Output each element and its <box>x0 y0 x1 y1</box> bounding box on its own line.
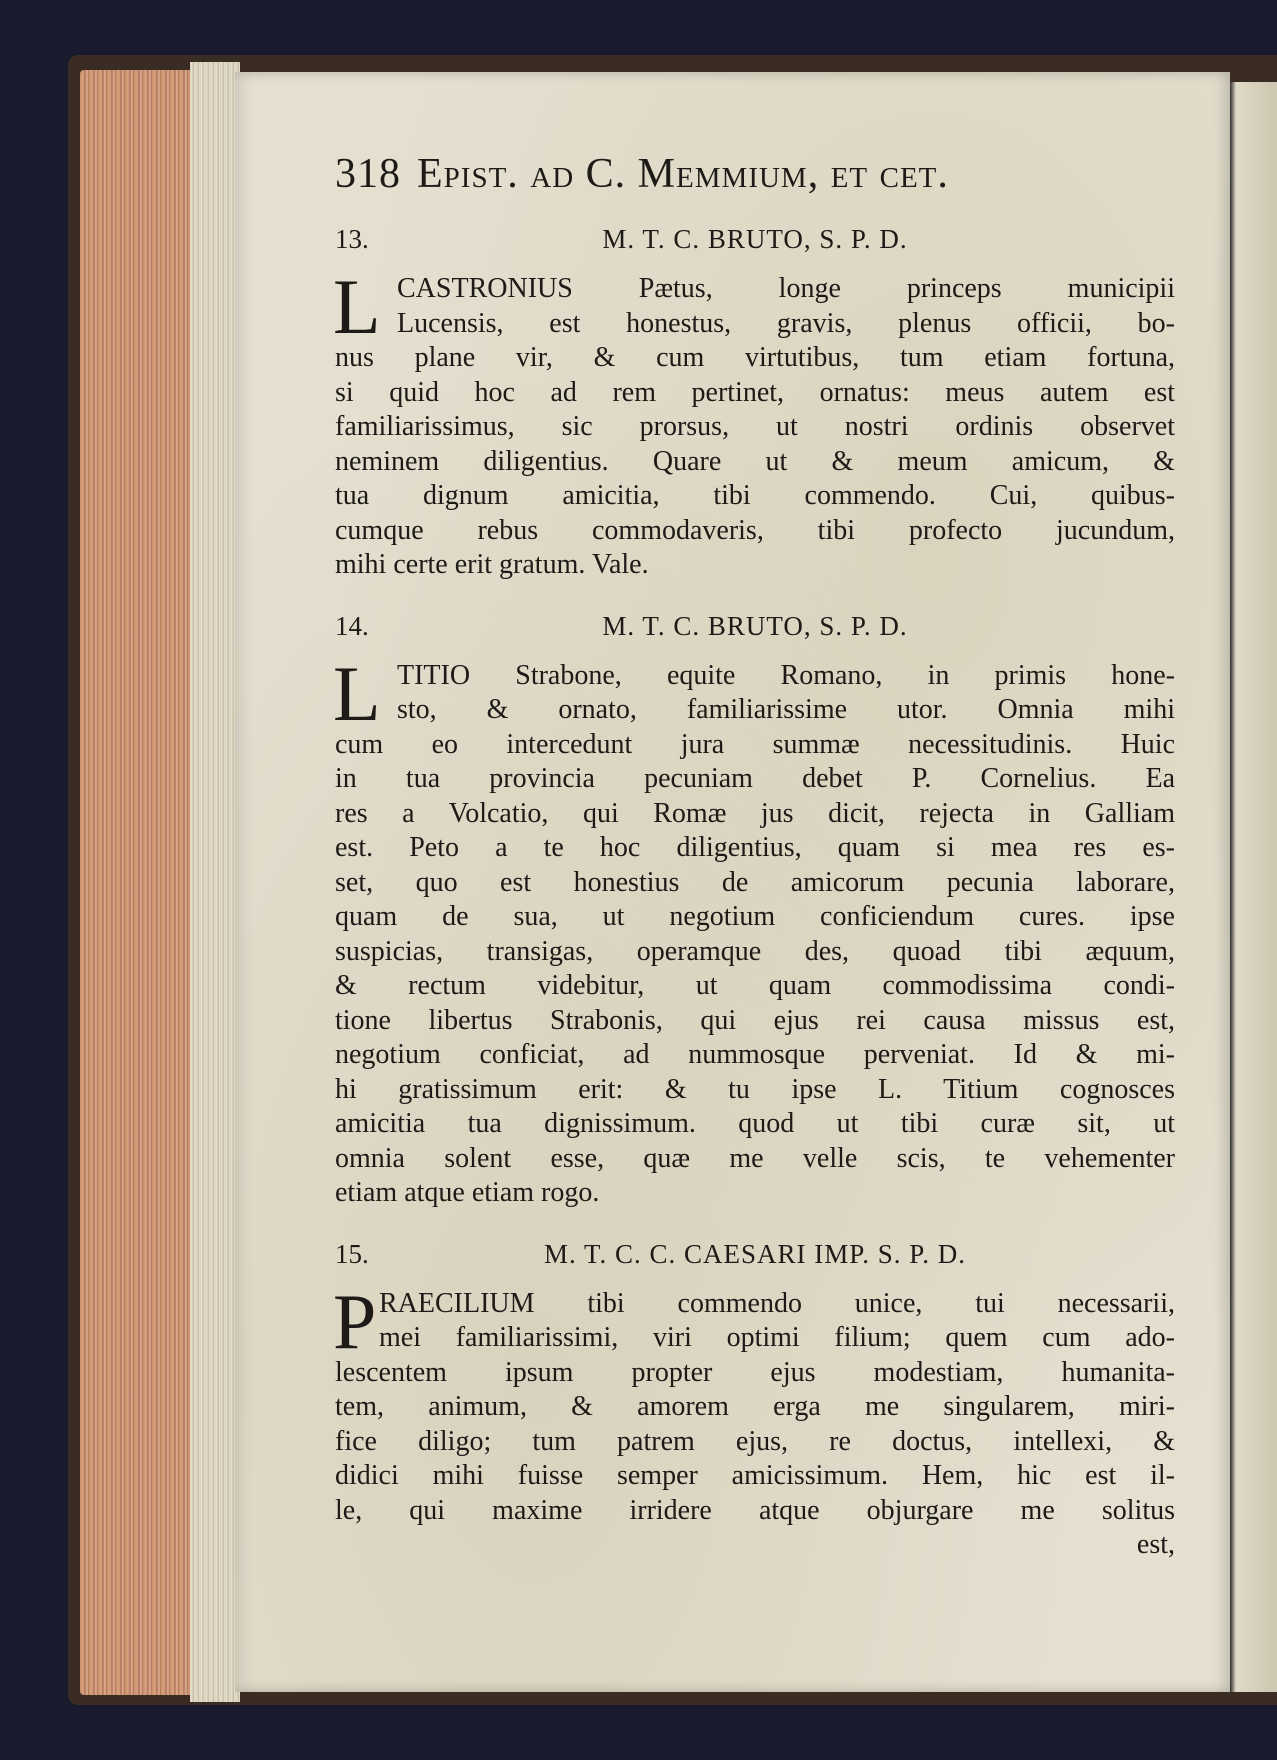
text-line: set, quo est honestius de amicorum pecunia laborare, <box>335 866 1175 898</box>
text-line: CASTRONIUS Pætus, longe princeps municipii <box>397 273 1175 304</box>
letter-15 <box>335 1239 1175 1563</box>
text-line: lescentem ipsum propter ejus modestiam, humanita- <box>335 1356 1175 1388</box>
page-text <box>335 150 1175 1591</box>
letter-address: M. T. C. BRUTO, S. P. D. <box>602 224 908 254</box>
text-line: res a Volcatio, qui Romæ jus dicit, rejecta in Galliam <box>335 797 1175 829</box>
text-line: fice diligo; tum patrem ejus, re doctus, intellexi, & <box>335 1425 1175 1457</box>
text-line: familiarissimus, sic prorsus, ut nostri ordinis observet <box>335 411 1175 442</box>
text-line: nus plane vir, & cum virtutibus, tum etiam fortuna, <box>335 342 1175 373</box>
running-title: Epist. ad C. Memmium, et cet. <box>417 151 949 197</box>
text-line: TITIO Strabone, equite Romano, in primis hone- <box>397 659 1175 691</box>
text-line: tua dignum amicitia, tibi commendo. Cui, quibus- <box>335 480 1175 511</box>
page-stack <box>190 62 240 1702</box>
letter-heading <box>335 224 1175 258</box>
letter-number: 15. <box>335 1238 369 1269</box>
text-line: amicitia tua dignissimum. quod ut tibi curæ sit, ut <box>335 1108 1175 1139</box>
text-line: in tua provincia pecuniam debet P. Cornelius. Ea <box>335 763 1175 794</box>
text-line: cum eo intercedunt jura summæ necessitudinis. Huic <box>335 728 1175 760</box>
text-line: neminem diligentius. Quare ut & meum amicum, & <box>335 445 1175 477</box>
text-line: hi gratissimum erit: & tu ipse L. Titium cognosces <box>335 1073 1175 1105</box>
text-line: didici mihi fuisse semper amicissimum. Hem, hic est il- <box>335 1460 1175 1491</box>
text-line: sto, & ornato, familiarissime utor. Omnia mihi <box>397 694 1175 725</box>
letter-body <box>333 649 1175 1211</box>
letter-address: M. T. C. BRUTO, S. P. D. <box>602 610 908 641</box>
text-line: Lucensis, est honestus, gravis, plenus officii, bo- <box>397 307 1175 339</box>
drop-cap: P <box>333 1277 377 1365</box>
text-line: si quid hoc ad rem pertinet, ornatus: meus autem est <box>335 376 1175 408</box>
text-line: est. Peto a te hoc diligentius, quam si mea res es- <box>335 832 1175 863</box>
text-line: RAECILIUM tibi commendo unice, tui necessarii, <box>379 1287 1175 1319</box>
drop-cap: L <box>333 263 381 350</box>
letter-body <box>333 263 1175 583</box>
text-line: quam de sua, ut negotium conficiendum cures. ipse <box>335 901 1175 932</box>
catchword: est, <box>1136 1529 1175 1560</box>
text-line: omnia solent esse, quæ me velle scis, te vehementer <box>335 1142 1175 1174</box>
page-number: 318 <box>335 151 401 197</box>
letter-address: M. T. C. C. CAESARI IMP. S. P. D. <box>543 1238 967 1269</box>
drop-cap: L <box>333 649 381 737</box>
letter-14 <box>335 611 1175 1211</box>
letter-number: 14. <box>335 610 369 641</box>
text-line: tione libertus Strabonis, qui ejus rei causa missus est, <box>335 1004 1175 1036</box>
facing-page-edge <box>1230 82 1277 1692</box>
text-line: cumque rebus commodaveris, tibi profecto jucundum, <box>335 514 1175 546</box>
text-line: & rectum videbitur, ut quam commodissima condi- <box>335 970 1175 1001</box>
text-line: tem, animum, & amorem erga me singularem, miri- <box>335 1391 1175 1422</box>
letter-heading <box>335 1239 1175 1273</box>
text-line: negotium conficiat, ad nummosque perveniat. Id & mi- <box>335 1039 1175 1070</box>
text-line: le, qui maxime irridere atque objurgare me solitus <box>335 1494 1175 1526</box>
running-head <box>335 150 1175 198</box>
text-line: mihi certe erit gratum. Vale. <box>335 549 649 580</box>
letter-number: 13. <box>335 224 369 254</box>
text-line: etiam atque etiam rogo. <box>335 1177 600 1208</box>
letter-13 <box>335 224 1175 583</box>
letter-body <box>333 1277 1175 1563</box>
letter-heading <box>335 611 1175 645</box>
text-line: suspicias, transigas, operamque des, quoad tibi æquum, <box>335 935 1175 967</box>
text-line: mei familiarissimi, viri optimi filium; quem cum ado- <box>379 1322 1175 1353</box>
